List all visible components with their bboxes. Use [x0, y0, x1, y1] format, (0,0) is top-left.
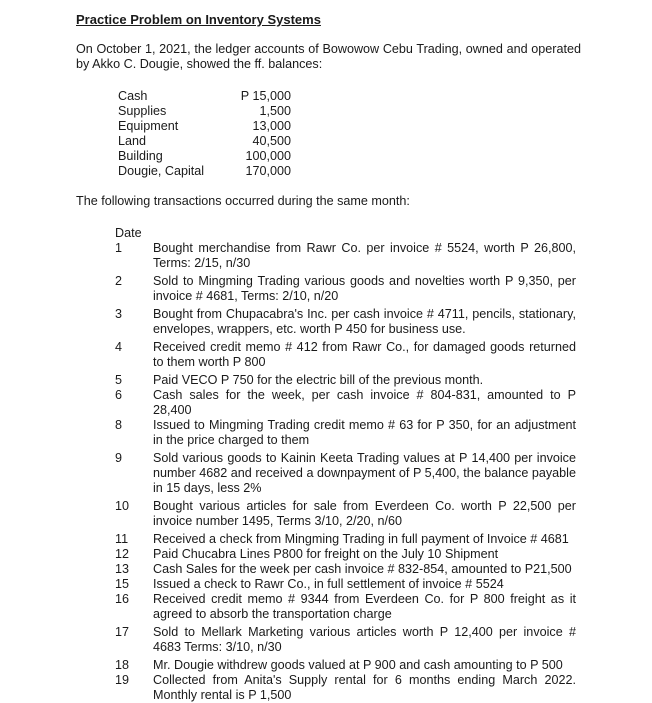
transaction-date: 6 [115, 388, 123, 402]
page-title: Practice Problem on Inventory Systems [76, 12, 321, 27]
transactions-list [115, 241, 585, 703]
date-header: Date [115, 226, 142, 240]
intro-paragraph: On October 1, 2021, the ledger accounts of Bowowow Cebu Trading, owned and operated by Akko C. Dougie, showed the ff. balances: [76, 42, 581, 71]
balance-row [118, 164, 308, 179]
transaction-date: 16 [115, 592, 130, 606]
transaction-row [115, 274, 585, 304]
transaction-date: 10 [115, 499, 130, 513]
transaction-row [115, 340, 585, 370]
transaction-row [115, 418, 585, 448]
transaction-date: 8 [115, 418, 123, 432]
transaction-date: 9 [115, 451, 123, 465]
transaction-row [115, 388, 585, 418]
transaction-date: 2 [115, 274, 123, 288]
transaction-date: 1 [115, 241, 123, 255]
transaction-description: Sold to Mingming Trading various goods and novelties worth P 9,350, per invoice # 4681, Terms: 2/10, n/20 [153, 274, 576, 303]
balance-row [118, 104, 308, 119]
transaction-row [115, 451, 585, 496]
transaction-description: Sold to Mellark Marketing various articles worth P 12,400 per invoice # 4683 Terms: 3/10, n/30 [153, 625, 576, 654]
transaction-row [115, 562, 585, 577]
transaction-date: 19 [115, 673, 130, 687]
balance-amount: P 15,000 [240, 89, 291, 103]
transaction-row [115, 499, 585, 529]
transaction-description: Received credit memo # 412 from Rawr Co., for damaged goods returned to them worth P 800 [153, 340, 576, 369]
transaction-row [115, 625, 585, 655]
transaction-row [115, 577, 585, 592]
balance-row [118, 149, 308, 164]
balance-account-name: Dougie, Capital [118, 164, 205, 178]
transaction-description: Cash Sales for the week per cash invoice # 832-854, amounted to P21,500 [153, 562, 572, 576]
balance-amount: 1,500 [259, 104, 291, 118]
transaction-description: Issued to Mingming Trading credit memo # 63 for P 350, for an adjustment in the price charged to them [153, 418, 576, 447]
transaction-description: Paid Chucabra Lines P800 for freight on the July 10 Shipment [153, 547, 499, 561]
balance-account-name: Equipment [118, 119, 179, 133]
balance-amount: 40,500 [252, 134, 291, 148]
transaction-date: 18 [115, 658, 130, 672]
transactions-intro: The following transactions occurred during the same month: [76, 194, 410, 208]
transaction-description: Bought from Chupacabra's Inc. per cash invoice # 4711, pencils, stationary, envelopes, wrappers, etc. worth P 450 for business use. [153, 307, 576, 336]
balance-amount: 170,000 [245, 164, 291, 178]
transaction-date: 13 [115, 562, 130, 576]
transaction-description: Received credit memo # 9344 from Everdeen Co. for P 800 freight as it agreed to absorb the transportation charge [153, 592, 576, 621]
transaction-date: 5 [115, 373, 123, 387]
transaction-description: Issued a check to Rawr Co., in full settlement of invoice # 5524 [153, 577, 504, 591]
transaction-description: Cash sales for the week, per cash invoice # 804-831, amounted to P 28,400 [153, 388, 576, 417]
transaction-date: 17 [115, 625, 130, 639]
balance-row [118, 119, 308, 134]
balance-account-name: Land [118, 134, 147, 148]
balance-account-name: Supplies [118, 104, 167, 118]
transaction-row [115, 673, 585, 703]
transaction-row [115, 373, 585, 388]
balance-row [118, 89, 308, 104]
balance-amount: 13,000 [252, 119, 291, 133]
transaction-description: Sold various goods to Kainin Keeta Trading values at P 14,400 per invoice number 4682 and received a downpayment of P 5,400, the balance payable in 15 days, less 2% [153, 451, 576, 495]
balance-account-name: Building [118, 149, 163, 163]
transaction-row [115, 241, 585, 271]
transaction-description: Received a check from Mingming Trading in full payment of Invoice # 4681 [153, 532, 569, 546]
transaction-date: 11 [115, 532, 129, 546]
transaction-description: Collected from Anita's Supply rental for 6 months ending March 2022. Monthly rental is P 1,500 [153, 673, 576, 702]
transaction-description: Bought various articles for sale from Everdeen Co. worth P 22,500 per invoice number 1495, Terms 3/10, 2/20, n/60 [153, 499, 576, 528]
transaction-row [115, 547, 585, 562]
balance-account-name: Cash [118, 89, 148, 103]
transaction-description: Bought merchandise from Rawr Co. per invoice # 5524, worth P 26,800, Terms: 2/15, n/30 [153, 241, 576, 270]
balance-row [118, 134, 308, 149]
transaction-description: Paid VECO P 750 for the electric bill of the previous month. [153, 373, 484, 387]
balances-list [118, 89, 308, 179]
balance-amount: 100,000 [245, 149, 291, 163]
transaction-date: 12 [115, 547, 130, 561]
transaction-row [115, 592, 585, 622]
transaction-row [115, 532, 585, 547]
transaction-description: Mr. Dougie withdrew goods valued at P 900 and cash amounting to P 500 [153, 658, 563, 672]
transaction-date: 4 [115, 340, 123, 354]
transaction-row [115, 307, 585, 337]
transaction-row [115, 658, 585, 673]
transaction-date: 3 [115, 307, 123, 321]
transaction-date: 15 [115, 577, 130, 591]
